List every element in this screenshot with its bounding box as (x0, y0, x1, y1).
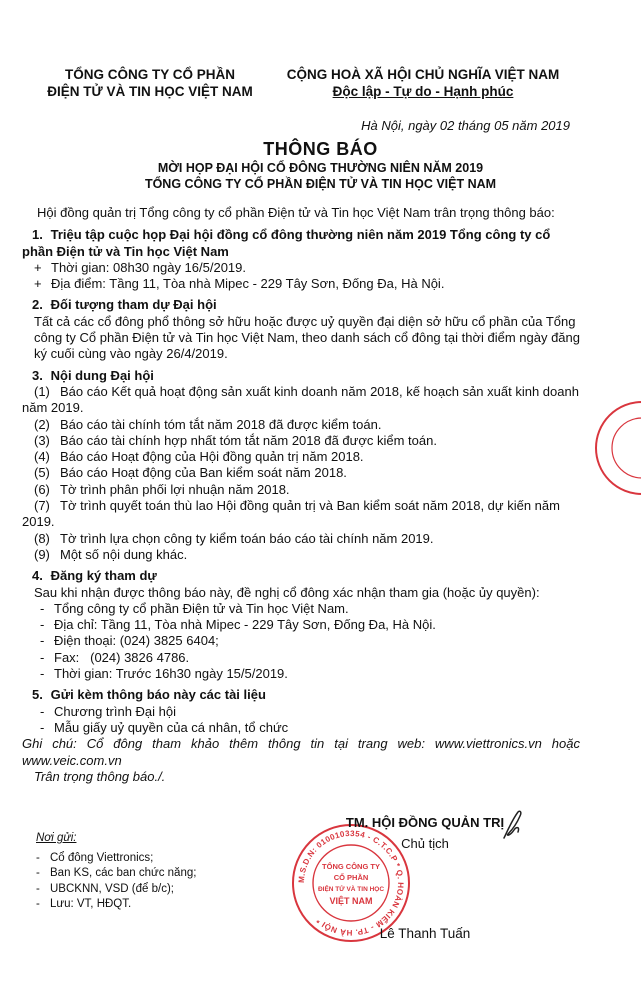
registration-item: - Địa chỉ: Tầng 11, Tòa nhà Mipec - 229 Tây Sơn, Đống Đa, Hà Nội. (40, 617, 436, 633)
recipients-block (36, 831, 196, 913)
intro-paragraph: Hội đồng quản trị Tổng công ty cổ phần Điện tử và Tin học Việt Nam trân trọng thông báo: (37, 205, 555, 220)
attachment-item: - Chương trình Đại hội (40, 703, 177, 719)
signatory-name: Lê Thanh Tuấn (379, 926, 471, 941)
agenda-item: (2) Báo cáo tài chính tóm tắt năm 2018 đã được kiểm toán. (34, 416, 382, 432)
section-2-heading: 2. Đối tượng tham dự Đại hội (32, 297, 217, 313)
national-title: CỘNG HOÀ XÃ HỘI CHỦ NGHĨA VIỆT NAM (286, 67, 560, 82)
recipient-item: - UBCKNN, VSD (để b/c); (36, 882, 174, 895)
section-4-heading: 4. Đăng ký tham dự (32, 568, 157, 584)
agenda-item: (3) Báo cáo tài chính hợp nhất tóm tắt năm 2018 đã được kiểm toán. (34, 432, 437, 448)
closing-line: Trân trọng thông báo./. (34, 768, 166, 784)
subtitle-line2: TỔNG CÔNG TY CỔ PHẦN ĐIỆN TỬ VÀ TIN HỌC VIỆT NAM (144, 177, 497, 191)
registration-item: - Thời gian: Trước 16h30 ngày 15/5/2019. (40, 666, 288, 682)
section-1-time: + Thời gian: 08h30 ngày 16/5/2019. (34, 259, 247, 275)
document-subtitle (0, 160, 641, 192)
registration-item: - Tổng công ty cổ phần Điện tử và Tin học Việt Nam. (40, 600, 349, 616)
national-motto: Độc lập - Tự do - Hạnh phúc (332, 84, 514, 99)
seal-center-line3: ĐIỆN TỬ VÀ TIN HỌC (317, 886, 385, 893)
section-3-heading: 3. Nội dung Đại hội (32, 367, 154, 383)
national-header (268, 66, 578, 100)
signature-organization: TM. HỘI ĐỒNG QUẢN TRỊ (345, 815, 505, 830)
agenda-item: (5) Báo cáo Hoạt động của Ban kiểm soát năm 2018. (34, 465, 347, 481)
organization-header (40, 66, 260, 100)
handwritten-signature-icon (498, 808, 528, 842)
edge-seal-icon (592, 398, 641, 498)
section-2-body: Tất cả các cổ đông phổ thông sở hữu hoặc được uỷ quyền đại diện sở hữu cổ phần của Tổng công ty Cổ phần Điện tử và Tin học Việt Nam, theo danh sách cổ đông tại thời điểm ngày đăng ký cuối cùng vào ngày 26/4/2019. (34, 313, 580, 362)
note-paragraph: Ghi chú: Cổ đông tham khảo thêm thông tin tại trang web: www.viettronics.vn hoặc www.veic.com.vn (22, 736, 580, 768)
dateline: Hà Nội, ngày 02 tháng 05 năm 2019 (361, 118, 570, 133)
seal-ring-text: M.S.D.N: 0100103354 - C.T.C.P * Q. HOÀN KIẾM - TP. HÀ NỘI * (296, 828, 406, 938)
document-body (22, 205, 580, 785)
organization-name-line2: ĐIỆN TỬ VÀ TIN HỌC VIỆT NAM (47, 84, 253, 99)
seal-center-line2: CỔ PHẦN (333, 873, 369, 882)
section-5-heading: 5. Gửi kèm thông báo này các tài liệu (32, 687, 266, 703)
agenda-item: (1) Báo cáo Kết quả hoạt động sản xuất kinh doanh năm 2018, kế hoạch sản xuất kinh doanh năm 2019. (22, 383, 579, 416)
agenda-item: (7) Tờ trình quyết toán thù lao Hội đồng quản trị và Ban kiểm soát năm 2018, dự kiến năm 2019. (22, 498, 560, 530)
agenda-item: (4) Báo cáo Hoạt động của Hội đồng quản trị năm 2018. (34, 449, 364, 465)
seal-center-line1: TỔNG CÔNG TY (322, 862, 380, 871)
agenda-item: (6) Tờ trình phân phối lợi nhuận năm 2018. (34, 481, 290, 497)
agenda-item: (8) Tờ trình lựa chọn công ty kiểm toán báo cáo tài chính năm 2019. (34, 530, 434, 546)
section-1-place: + Địa điểm: Tầng 11, Tòa nhà Mipec - 229 Tây Sơn, Đống Đa, Hà Nội. (34, 276, 445, 292)
signature-role: Chủ tịch (401, 836, 449, 851)
agenda-item: (9) Một số nội dung khác. (34, 546, 188, 562)
seal-center-line4: VIỆT NAM (329, 896, 373, 906)
document-title: THÔNG BÁO (263, 139, 378, 159)
attachment-item: - Mẫu giấy uỷ quyền của cá nhân, tổ chức (40, 719, 289, 735)
recipients-label: Nơi gửi: (36, 832, 77, 844)
registration-item: - Điện thoại: (024) 3825 6404; (40, 633, 219, 649)
section-1-heading: 1. Triệu tập cuộc họp Đại hội đồng cổ đông thường niên năm 2019 Tổng công ty cổ phần Điện tử và Tin học Việt Nam (22, 227, 551, 259)
organization-name-line1: TỔNG CÔNG TY CỔ PHẦN (64, 67, 235, 82)
subtitle-line1: MỜI HỌP ĐẠI HỘI CỔ ĐÔNG THƯỜNG NIÊN NĂM 2019 (157, 161, 484, 175)
recipient-item: - Ban KS, các ban chức năng; (36, 867, 197, 879)
recipient-item: - Cổ đông Viettronics; (36, 851, 154, 864)
section-4-lead: Sau khi nhận được thông báo này, đề nghị cổ đông xác nhận tham gia (hoặc ủy quyền): (34, 584, 540, 600)
recipient-item: - Lưu: VT, HĐQT. (36, 898, 132, 910)
registration-item: - Fax: (024) 3826 4786. (40, 649, 190, 665)
